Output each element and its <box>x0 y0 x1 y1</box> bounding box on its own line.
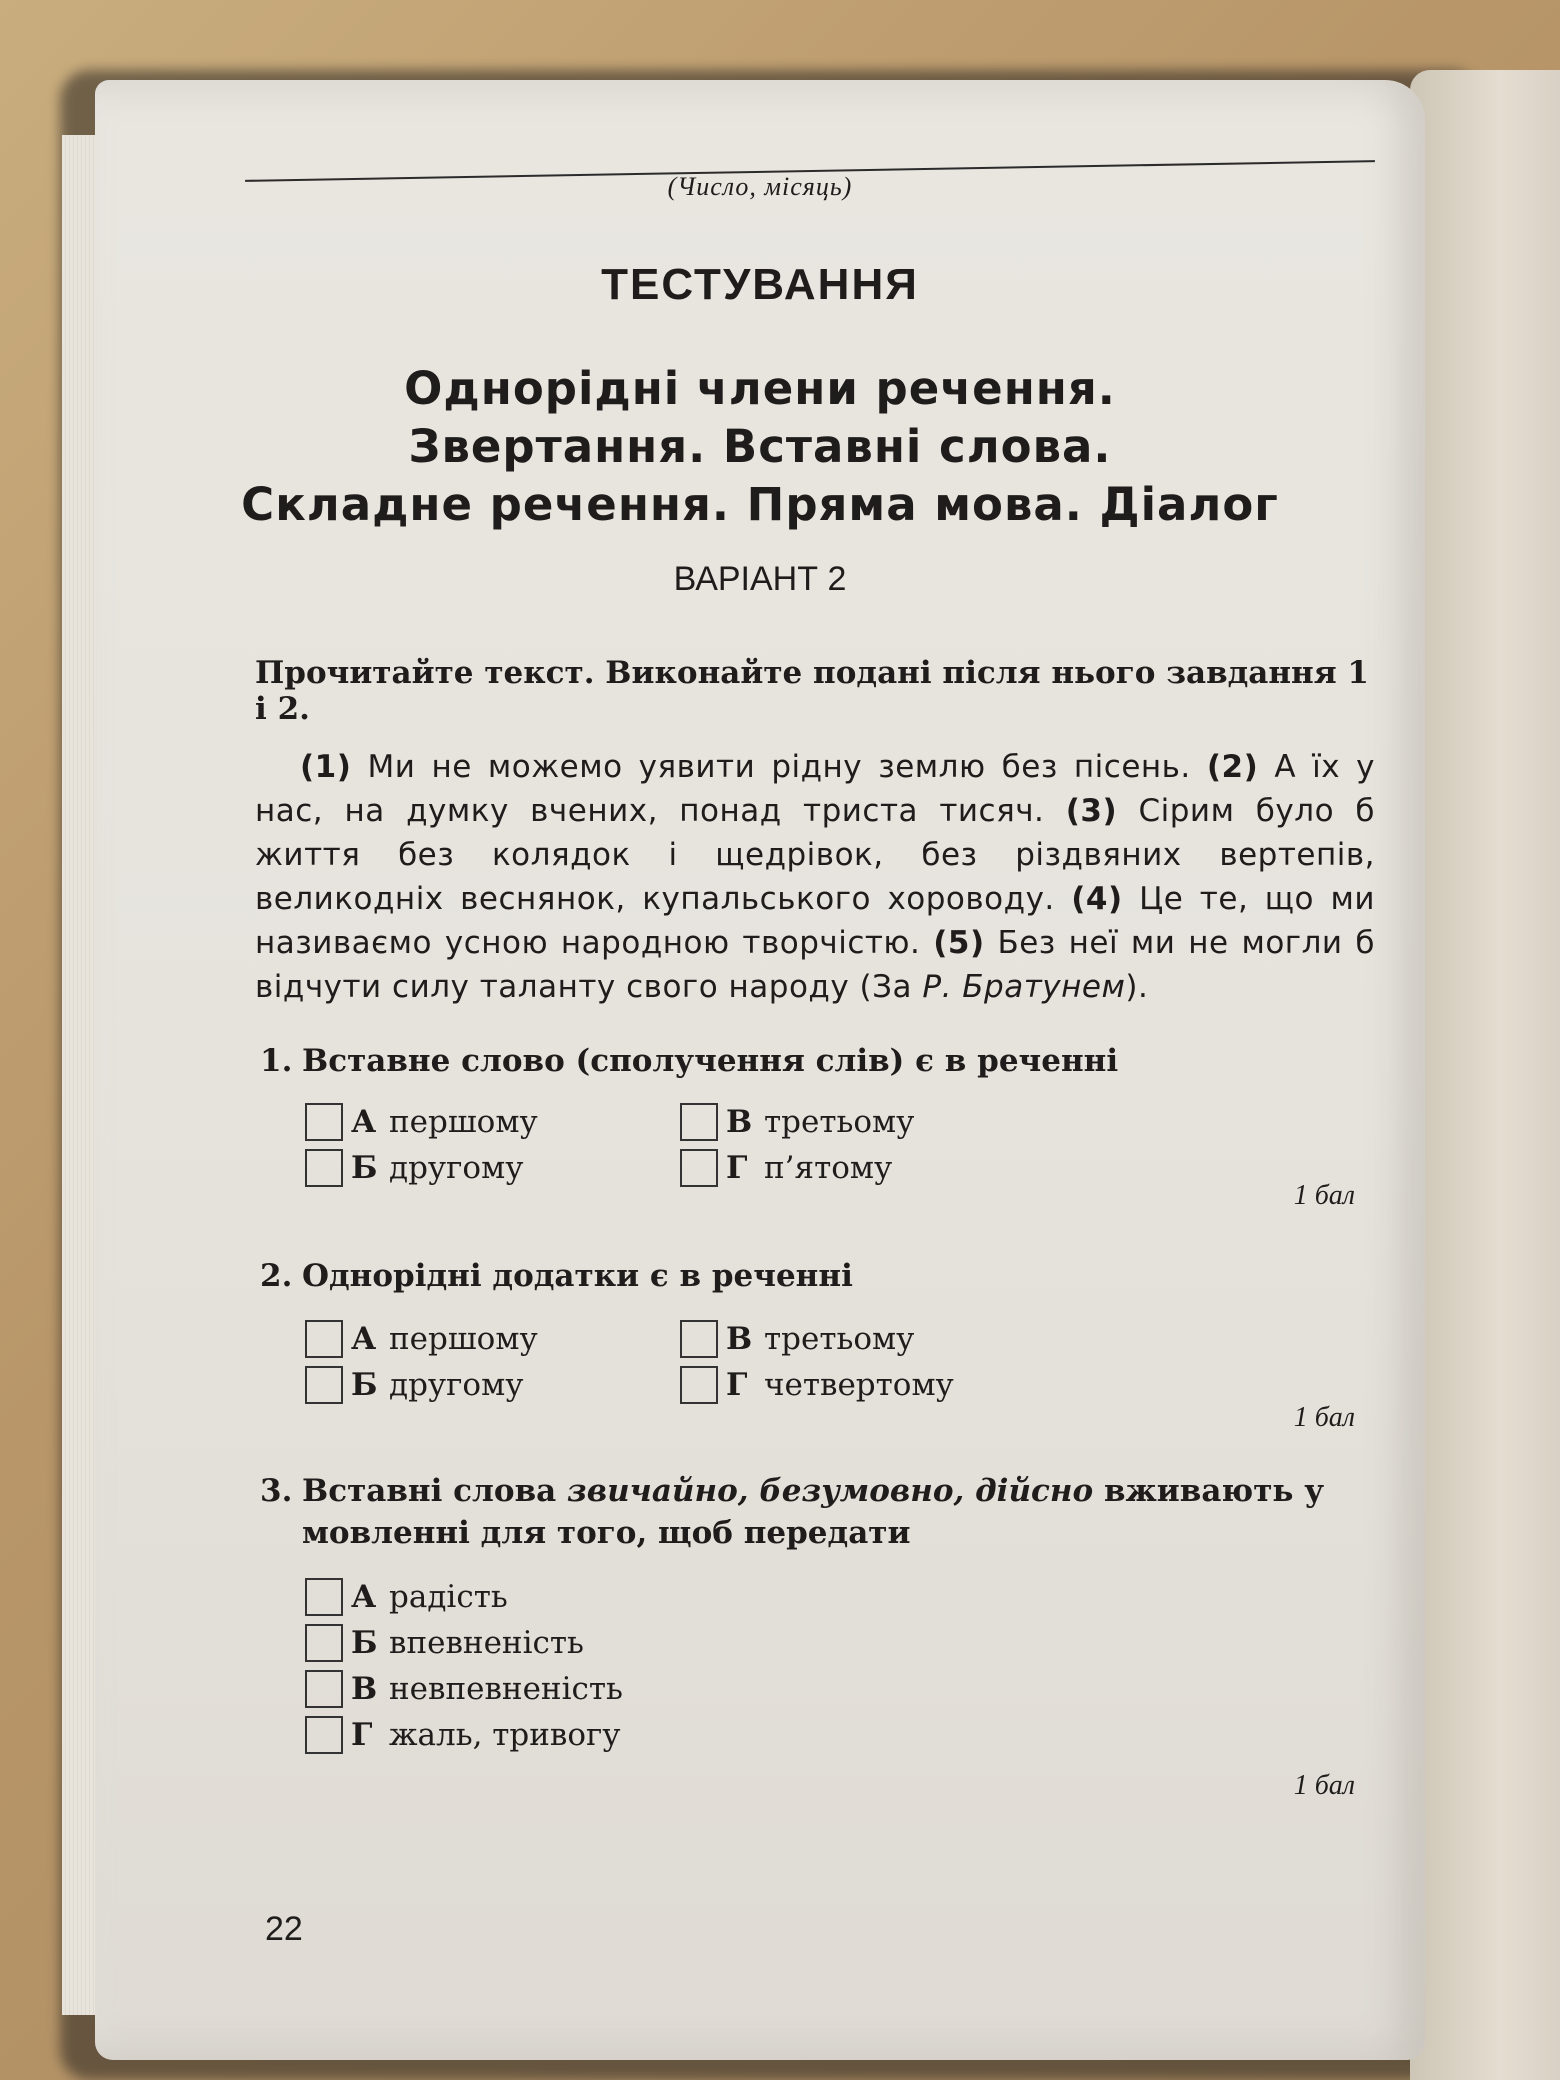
q2-option-b-text: другому <box>389 1367 524 1403</box>
q3-option-a[interactable] <box>305 1575 508 1619</box>
page-title: ТЕСТУВАННЯ <box>601 260 919 309</box>
q1-option-d-checkbox[interactable] <box>680 1149 718 1187</box>
question-2-score: 1 бал <box>1293 1402 1355 1433</box>
q3-option-d[interactable] <box>305 1713 621 1757</box>
sentence-5-number: (5) <box>933 925 985 961</box>
q3-option-c-checkbox[interactable] <box>305 1670 343 1708</box>
topic-line-1: Однорідні члени речення. <box>404 362 1116 415</box>
q3-option-a-checkbox[interactable] <box>305 1578 343 1616</box>
q2-option-c[interactable] <box>680 1317 914 1361</box>
q1-option-a-letter: А <box>351 1104 377 1140</box>
q2-option-c-letter: В <box>726 1321 753 1357</box>
q2-option-c-text: третьому <box>764 1321 915 1357</box>
date-caption: (Число, місяць) <box>667 172 853 201</box>
question-3-score: 1 бал <box>1293 1770 1355 1801</box>
question-2-text: Однорідні додатки є в реченні <box>302 1258 853 1294</box>
sentence-3-number: (3) <box>1065 793 1118 829</box>
q2-option-a-text: першому <box>389 1321 538 1357</box>
topic-line-3: Складне речення. Пряма мова. Діалог <box>241 478 1279 531</box>
q3-option-b-letter: Б <box>351 1625 378 1661</box>
sentence-5: Без неї ми не могли б відчути силу таланту свого народу (За <box>255 925 1375 1005</box>
question-3 <box>260 1470 1392 1554</box>
question-3-number: 3. <box>260 1473 293 1509</box>
q3-option-a-letter: А <box>351 1579 377 1615</box>
question-1-number: 1. <box>260 1043 293 1079</box>
q2-option-a[interactable] <box>305 1317 538 1361</box>
sentence-4: Це те, що ми називаємо усною народною творчістю. <box>255 881 1375 961</box>
passage-end: ). <box>1125 969 1149 1005</box>
question-1-text: Вставне слово (сполучення слів) є в реченні <box>302 1043 1119 1079</box>
q1-option-a-checkbox[interactable] <box>305 1103 343 1141</box>
q3-option-c-letter: В <box>351 1671 378 1707</box>
q1-option-a[interactable] <box>305 1100 538 1144</box>
question-3-italic-words: звичайно, безумовно, дійсно <box>567 1473 1094 1509</box>
q3-option-b-text: впевненість <box>389 1625 584 1661</box>
q3-option-d-text: жаль, тривогу <box>389 1717 621 1753</box>
question-3-text-before: Вставні слова <box>302 1473 567 1509</box>
q1-option-d-text: п’ятому <box>764 1150 893 1186</box>
reading-passage <box>255 745 1375 1009</box>
next-page-edge <box>1410 70 1560 2080</box>
question-1 <box>260 1040 1380 1082</box>
q1-option-b-letter: Б <box>351 1150 378 1186</box>
q1-option-c-text: третьому <box>764 1104 915 1140</box>
q2-option-d-letter: Г <box>726 1367 748 1403</box>
sentence-2: А їх у нас, на думку вчених, понад триста тисяч. <box>255 749 1375 829</box>
page-number: 22 <box>265 1910 303 1948</box>
sentence-1: Ми не можемо уявити рідну землю без пісень. <box>351 749 1207 785</box>
q1-option-b[interactable] <box>305 1146 523 1190</box>
q1-option-b-checkbox[interactable] <box>305 1149 343 1187</box>
topic-line-2: Звертання. Вставні слова. <box>408 420 1112 473</box>
q1-option-a-text: першому <box>389 1104 538 1140</box>
sentence-2-number: (2) <box>1206 749 1259 785</box>
q1-option-b-text: другому <box>389 1150 524 1186</box>
q2-option-a-checkbox[interactable] <box>305 1320 343 1358</box>
passage-author: Р. Братунем <box>922 969 1126 1005</box>
workbook-page <box>95 80 1425 2060</box>
q1-option-c-letter: В <box>726 1104 753 1140</box>
sentence-3: Сірим було б життя без колядок і щедрівок, без різдвяних вертепів, великодніх веснянок, купальського хороводу. <box>255 793 1375 917</box>
q3-option-a-text: радість <box>389 1579 508 1615</box>
sentence-1-number: (1) <box>300 749 352 785</box>
reading-instruction: Прочитайте текст. Виконайте подані після нього завдання 1 і 2. <box>255 655 1370 727</box>
question-3-text-after: вживають у мовленні для того, щоб передати <box>302 1473 1325 1551</box>
q3-option-d-letter: Г <box>351 1717 373 1753</box>
q2-option-b-checkbox[interactable] <box>305 1366 343 1404</box>
question-1-score: 1 бал <box>1293 1180 1355 1211</box>
q2-option-b[interactable] <box>305 1363 523 1407</box>
q3-option-c[interactable] <box>305 1667 623 1711</box>
q2-option-d-checkbox[interactable] <box>680 1366 718 1404</box>
q2-option-a-letter: А <box>351 1321 377 1357</box>
q3-option-b[interactable] <box>305 1621 584 1665</box>
q2-option-d-text: четвертому <box>764 1367 954 1403</box>
q1-option-d[interactable] <box>680 1146 892 1190</box>
q1-option-c-checkbox[interactable] <box>680 1103 718 1141</box>
q2-option-c-checkbox[interactable] <box>680 1320 718 1358</box>
test-topic <box>95 360 1425 534</box>
q2-option-d[interactable] <box>680 1363 954 1407</box>
question-2-number: 2. <box>260 1258 293 1294</box>
sentence-4-number: (4) <box>1071 881 1123 917</box>
q3-option-c-text: невпевненість <box>389 1671 623 1707</box>
q1-option-d-letter: Г <box>726 1150 748 1186</box>
variant-label: ВАРІАНТ 2 <box>673 560 847 598</box>
q2-option-b-letter: Б <box>351 1367 378 1403</box>
q1-option-c[interactable] <box>680 1100 914 1144</box>
question-2 <box>260 1255 1380 1297</box>
q3-option-d-checkbox[interactable] <box>305 1716 343 1754</box>
q3-option-b-checkbox[interactable] <box>305 1624 343 1662</box>
